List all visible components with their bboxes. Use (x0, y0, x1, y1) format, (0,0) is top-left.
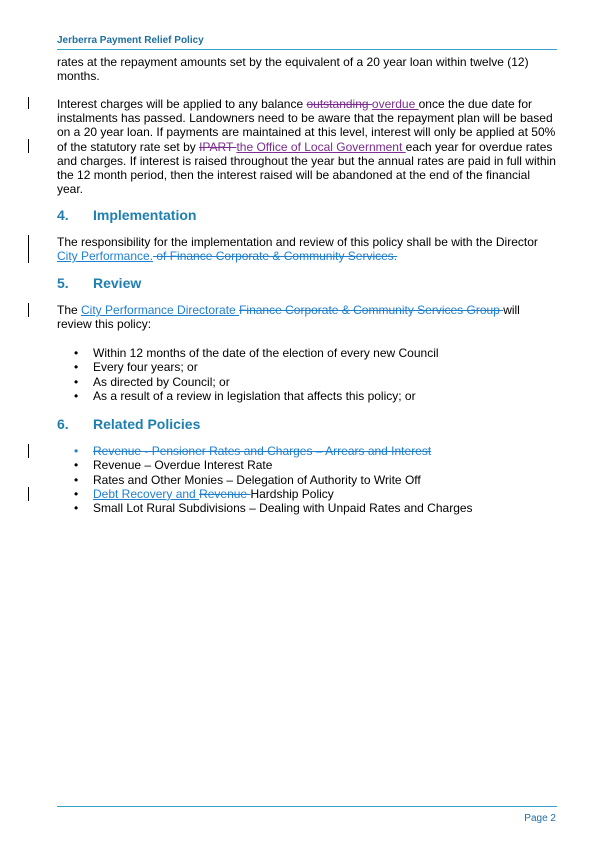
list-item (57, 375, 557, 389)
section-title: Implementation (93, 207, 197, 223)
text-run: each year for overdue rates and charges. If interest is raised throughout the year but the annual rates are paid in full within the 12 month period, then the interest raised will be abandoned at the end of the financial year. (57, 139, 556, 197)
change-bar (28, 139, 29, 153)
list-item (57, 346, 557, 360)
bullet-icon: • (74, 458, 79, 473)
section-heading-related-policies (57, 416, 200, 432)
related-policies-list (57, 444, 557, 515)
bullet-icon: • (74, 374, 79, 389)
list-item (57, 501, 557, 515)
list-item-text: Revenue – Overdue Interest Rate (93, 458, 273, 473)
change-bar (28, 444, 29, 458)
change-bar (28, 97, 29, 109)
bullet-icon: • (74, 388, 79, 403)
list-item-text: As directed by Council; or (93, 374, 230, 389)
change-bar (28, 487, 29, 501)
inserted-text: Debt Recovery and (93, 486, 200, 501)
deleted-text: of Finance Corporate & Community Services. (153, 249, 398, 264)
bullet-icon: • (74, 501, 79, 516)
list-item (57, 487, 557, 501)
list-item (57, 389, 557, 403)
text-run: will review this policy: (57, 303, 520, 332)
section-number: 6. (57, 416, 69, 432)
bullet-icon: • (74, 444, 79, 458)
paragraph-interest (57, 97, 557, 196)
paragraph-rates: rates at the repayment amounts set by the equivalent of a 20 year loan within twelve (12) months. (57, 55, 529, 84)
list-item-text: Rates and Other Monies – Delegation of Authority to Write Off (93, 472, 421, 487)
page-header (57, 35, 557, 50)
page-number: Page 2 (524, 813, 556, 824)
deleted-text: IPART (199, 139, 237, 154)
inserted-text: City Performance Directorate (81, 303, 240, 317)
inserted-text: the Office of Local Government (236, 139, 406, 154)
list-item (57, 473, 557, 487)
inserted-text: City Performance. (57, 249, 154, 264)
bullet-icon: • (74, 486, 79, 501)
text-run: The responsibility for the implementation and review of this policy shall be with the Director (57, 235, 538, 249)
paragraph-review (57, 303, 557, 331)
text-run: once the due date for instalments has passed. Landowners need to be aware that the repayment plan will be based on a 20 year loan. If payments are maintained at this level, interest will only be applied at 50% of the statutory rate set by (57, 97, 556, 154)
section-title: Review (93, 275, 142, 291)
list-item-text: Every four years; or (93, 360, 198, 375)
change-bar (28, 235, 29, 263)
text-run: Interest charges will be applied to any balance (57, 97, 307, 111)
bullet-icon: • (74, 360, 79, 375)
inserted-text: overdue (371, 97, 419, 111)
section-title: Related Policies (93, 416, 201, 432)
list-item (57, 458, 557, 472)
footer-divider (57, 806, 557, 807)
section-number: 4. (57, 207, 69, 223)
list-item-text: Hardship Policy (250, 486, 334, 501)
text-run: The (57, 303, 82, 317)
list-item-text: Small Lot Rural Subdivisions – Dealing with Unpaid Rates and Charges (93, 501, 473, 516)
bullet-icon: • (74, 472, 79, 487)
deleted-text: Finance Corporate & Community Services Group (239, 303, 504, 317)
change-bar (28, 303, 29, 317)
bullet-icon: • (74, 346, 79, 360)
list-item (57, 444, 557, 458)
deleted-text: outstanding (306, 97, 372, 111)
deleted-text: Revenue - Pensioner Rates and Charges – Arrears and Interest (93, 444, 432, 458)
paragraph-implementation (57, 235, 557, 263)
list-item-text: As a result of a review in legislation that affects this policy; or (93, 388, 416, 403)
deleted-text: Revenue (199, 486, 251, 501)
document-title: Jerberra Payment Relief Policy (57, 35, 204, 46)
review-list (57, 346, 557, 403)
list-item-text: Within 12 months of the date of the election of every new Council (93, 346, 439, 360)
section-heading-review (57, 275, 141, 291)
list-item (57, 360, 557, 374)
section-number: 5. (57, 275, 69, 291)
section-heading-implementation (57, 207, 196, 223)
